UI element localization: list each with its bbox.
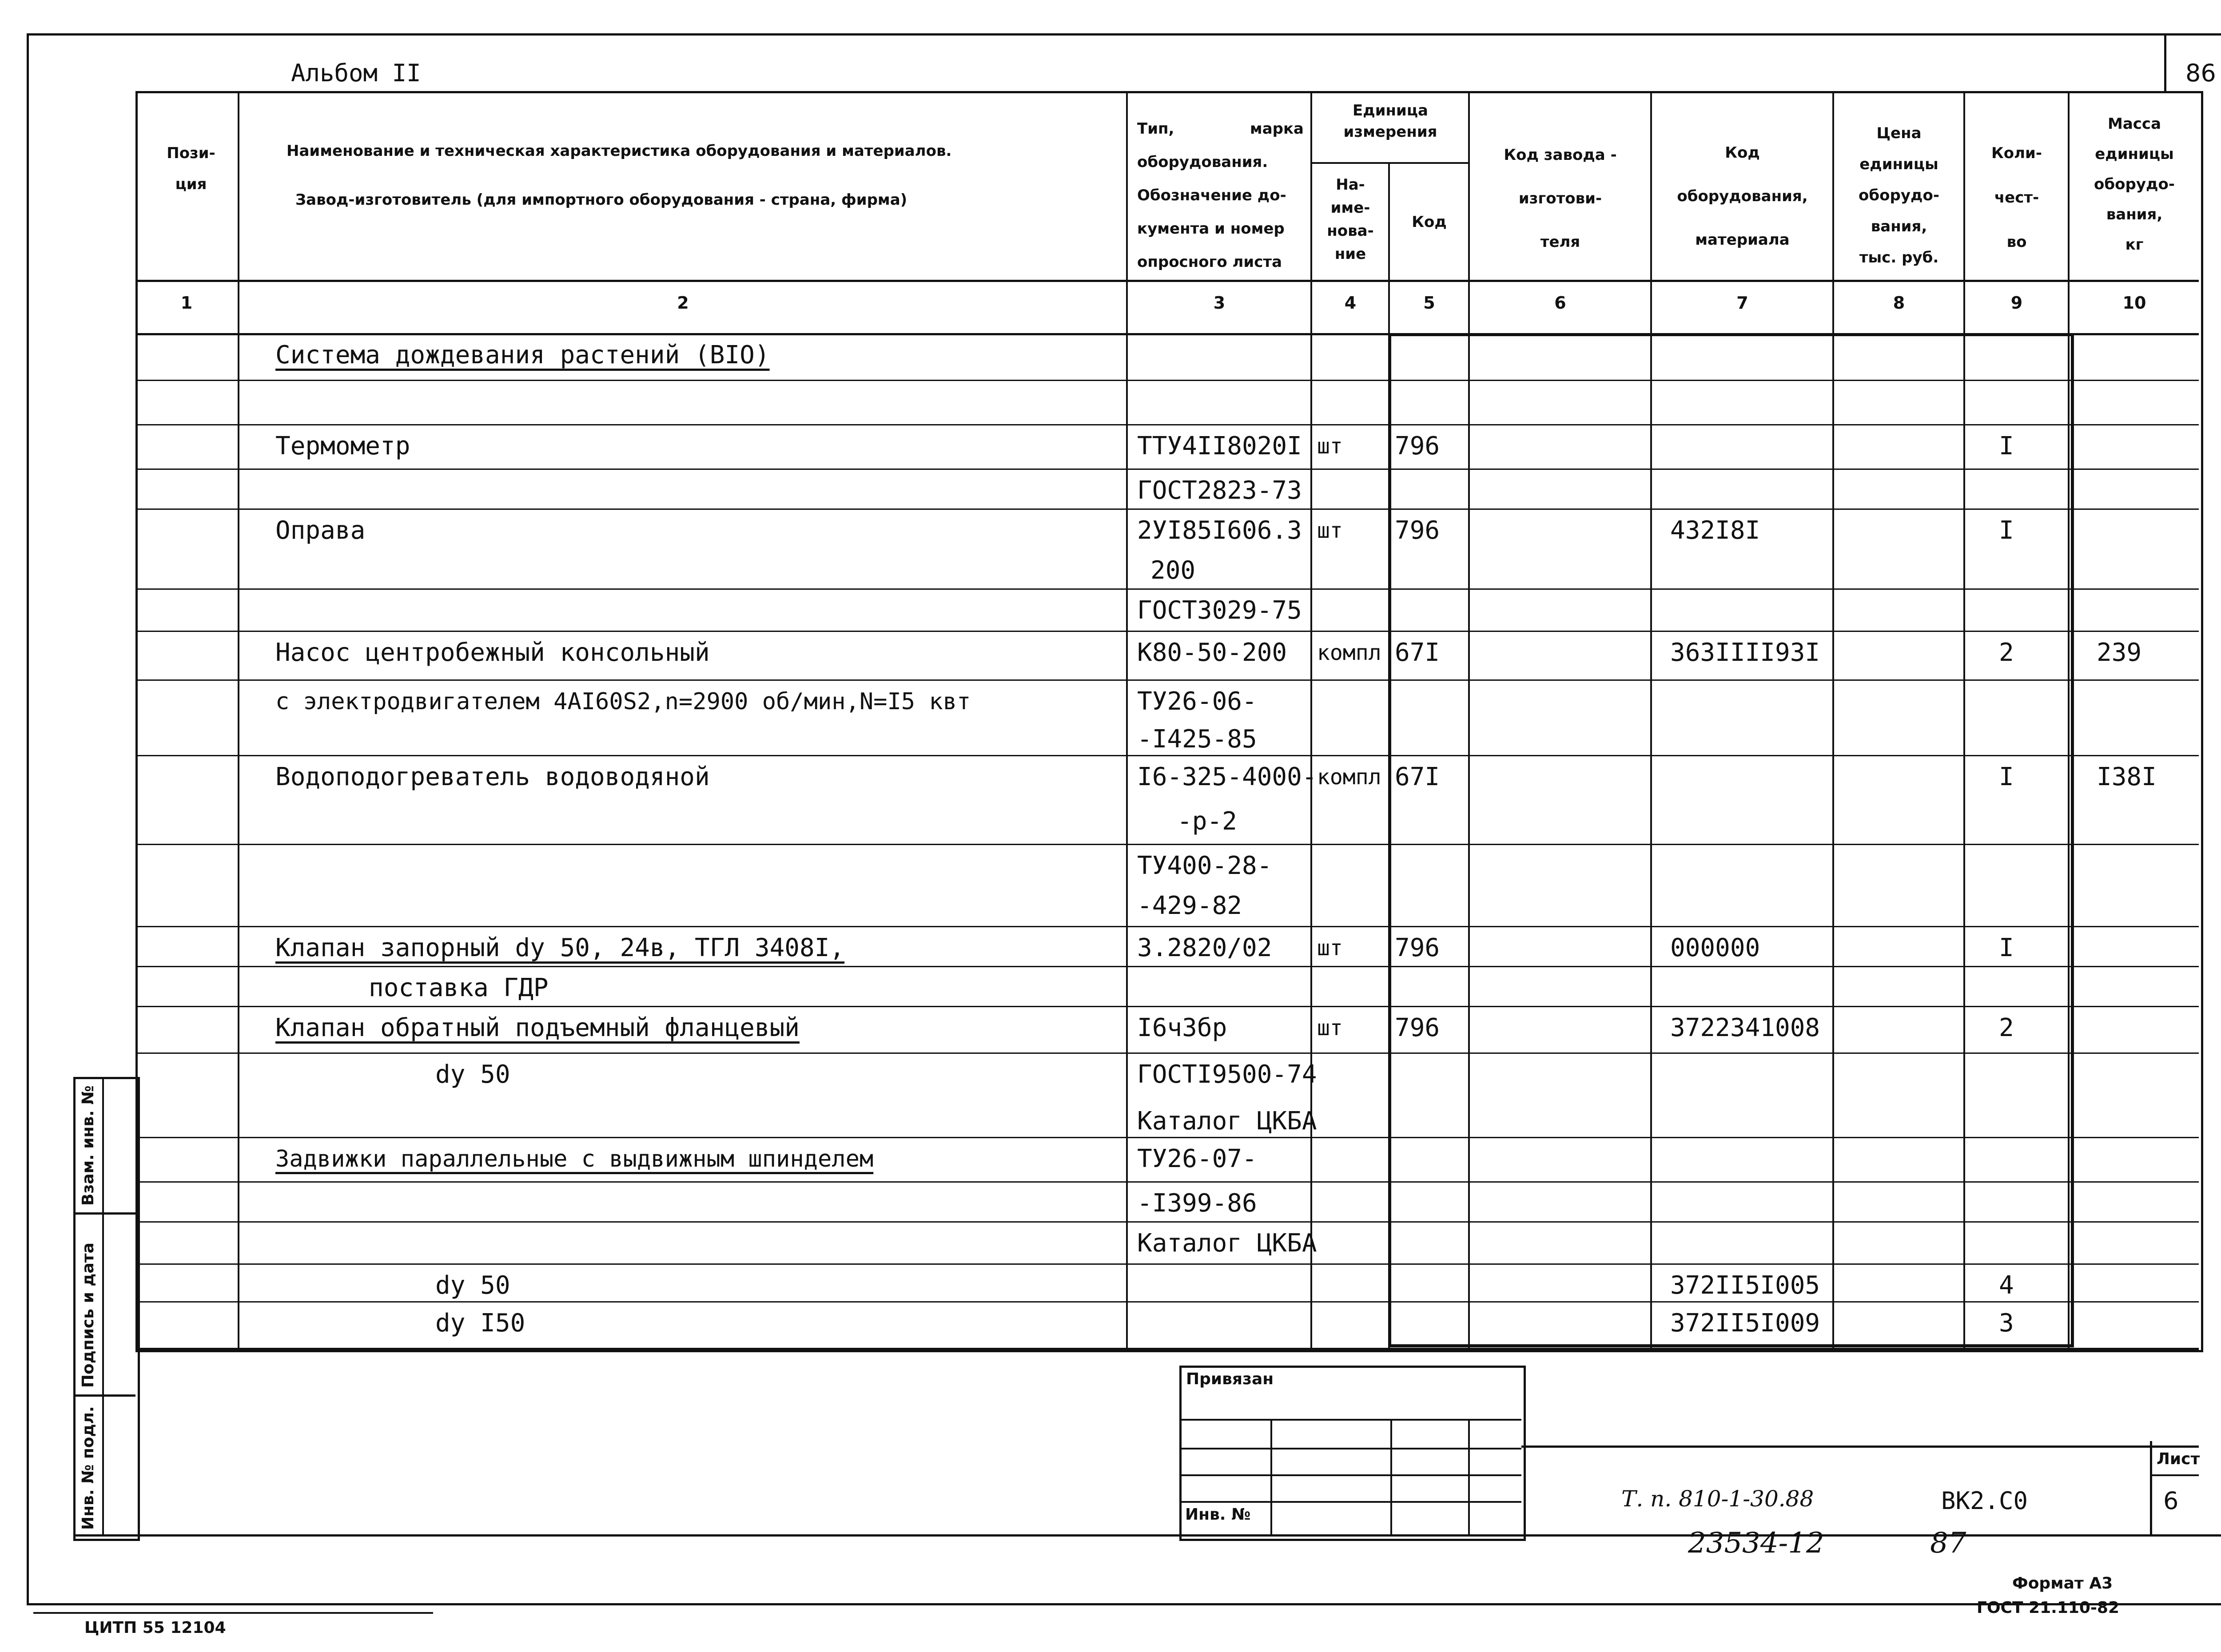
cell-type: Каталог ЦКБА [1137, 1229, 1317, 1258]
cell-code: 796 [1395, 516, 1440, 545]
header-type-2: оборудования. [1137, 153, 1268, 171]
col-number-6: 6 [1554, 293, 1566, 313]
row-separator [135, 1006, 2199, 1007]
attached-sep1 [1179, 1419, 1521, 1421]
cell-equipment-code: 363IIII93I [1670, 638, 1820, 667]
title-block-top [1521, 1446, 2199, 1448]
cell-type: I6ч3бр [1137, 1013, 1227, 1042]
header-equipment-code: Код оборудования, материала [1677, 144, 1808, 249]
cell-name: Клапан запорный dу 50, 24в, ТГЛ 3408I, [275, 933, 845, 962]
row-separator [135, 380, 2199, 381]
title-block-sheet-col [2150, 1441, 2152, 1537]
sheet-label: Лист [2157, 1450, 2200, 1468]
cell-quantity: I [1999, 933, 2014, 962]
cell-type: К80-50-200 [1137, 638, 1287, 667]
side-stamp-sep1 [73, 1212, 135, 1215]
row-separator [135, 966, 2199, 967]
cell-mass: I38I [2097, 762, 2157, 791]
attached-sep2 [1179, 1448, 1521, 1449]
row-separator [135, 679, 2199, 681]
header-type-5: опросного листа [1137, 253, 1282, 271]
cell-code: 67I [1395, 638, 1440, 667]
sheet-bottom-line [73, 1534, 2221, 1537]
row-separator [135, 508, 2199, 510]
row-separator [135, 1263, 2199, 1265]
cell-code: 796 [1395, 933, 1440, 962]
cell-type: -р-2 [1177, 807, 1237, 836]
col-line-2 [1126, 91, 1128, 1350]
cell-type: 2УI85I606.3 [1137, 516, 1302, 545]
row-separator [135, 424, 2199, 425]
cell-unit: шт [1317, 434, 1343, 459]
col-number-3: 3 [1213, 293, 1226, 313]
attached-col3 [1468, 1419, 1470, 1534]
header-quantity: Коли- чест- во [1991, 144, 2042, 251]
cell-name: Система дождевания растений (BIO) [275, 341, 770, 369]
header-type-3: Обозначение до- [1137, 187, 1286, 204]
project-number: Т. п. 810-1-30.88 [1621, 1486, 1814, 1512]
cell-unit: компл [1317, 765, 1381, 790]
row-separator [135, 631, 2199, 632]
table-bottom-line [135, 1348, 2199, 1350]
col-number-10: 10 [2122, 293, 2146, 313]
cell-type: -I399-86 [1137, 1189, 1257, 1218]
row-separator [135, 755, 2199, 756]
attached-col2 [1390, 1419, 1392, 1534]
format-label: Формат А3 [2012, 1574, 2113, 1592]
cell-name: Задвижки параллельные с выдвижным шпинделем [275, 1146, 874, 1172]
cell-type: 200 [1150, 556, 1196, 585]
col-number-1: 1 [180, 293, 193, 313]
header-unit-group: Единица измерения [1343, 102, 1437, 141]
cell-mass: 239 [2097, 638, 2142, 667]
cell-quantity: I [1999, 762, 2014, 791]
inv-no-label: Инв. № [1185, 1505, 1251, 1524]
col-line-3 [1310, 91, 1312, 1350]
cell-name: Клапан обратный подъемный фланцевый [275, 1013, 800, 1042]
row-separator [135, 469, 2199, 470]
cell-name: Насос центробежный консольный [275, 638, 710, 667]
cell-name: поставка ГДР [369, 973, 549, 1002]
col-number-7: 7 [1736, 293, 1748, 313]
col-line-1 [238, 91, 239, 1350]
col-number-9: 9 [2010, 293, 2023, 313]
attached-label: Привязан [1186, 1370, 1274, 1388]
cell-equipment-code: 372II5I009 [1670, 1309, 1820, 1338]
col-number-4: 4 [1344, 293, 1357, 313]
header-unit-code: Код [1412, 213, 1447, 231]
cell-code: 796 [1395, 432, 1440, 461]
cell-unit: компл [1317, 640, 1381, 665]
cell-name: dу I50 [435, 1309, 525, 1338]
cell-type: ГОСТ3029-75 [1137, 596, 1302, 625]
side-stamp-sep2 [73, 1394, 135, 1397]
cell-unit: шт [1317, 1016, 1343, 1040]
cell-unit: шт [1317, 936, 1343, 961]
cell-type: -429-82 [1137, 891, 1242, 920]
cell-quantity: 2 [1999, 638, 2014, 667]
cell-quantity: I [1999, 432, 2014, 461]
cell-equipment-code: 432I8I [1670, 516, 1760, 545]
row-separator [135, 926, 2199, 927]
handwritten-page: 87 [1930, 1527, 1966, 1560]
side-stamp-inner [102, 1077, 104, 1537]
cell-type: I6-325-4000- [1137, 762, 1317, 791]
cell-type: Каталог ЦКБА [1137, 1107, 1317, 1136]
cell-name: Термометр [275, 432, 410, 461]
header-position: Пози- ция [167, 144, 215, 193]
printer-line [33, 1612, 433, 1614]
header-name-line2: Завод-изготовитель (для импортного оборудования - страна, фирма) [295, 191, 908, 209]
header-price: Цена единицы оборудо- вания, тыс. руб. [1859, 124, 1939, 266]
cell-quantity: 3 [1999, 1309, 2014, 1338]
stamp-signature-date: Подпись и дата [79, 1243, 97, 1388]
data-box [1388, 333, 2074, 1347]
row-separator [135, 1052, 2199, 1054]
cell-type: ТУ400-28- [1137, 851, 1272, 880]
row-separator [135, 1221, 2199, 1223]
header-mass: Масса единицы оборудо- вания, кг [2094, 115, 2175, 254]
cell-code: 796 [1395, 1013, 1440, 1042]
printer-label: ЦИТП 55 12104 [84, 1619, 226, 1637]
cell-name: dу 50 [435, 1060, 510, 1089]
header-plant-code: Код завода - изготови- теля [1504, 146, 1617, 251]
sheet-number: 6 [2163, 1487, 2179, 1515]
col-number-5: 5 [1423, 293, 1435, 313]
document-code: ВК2.С0 [1941, 1487, 2028, 1515]
row-separator [135, 1137, 2199, 1138]
stamp-replace-inv: Взам. инв. № [79, 1085, 97, 1206]
cell-quantity: 2 [1999, 1013, 2014, 1042]
cell-equipment-code: 3722341008 [1670, 1013, 1820, 1042]
cell-type: ТТУ4II8020I [1137, 432, 1302, 461]
header-name-line1: Наименование и техническая характеристика оборудования и материалов. [287, 142, 952, 160]
cell-type: ГОСТ2823-73 [1137, 476, 1302, 505]
attached-sep4 [1179, 1501, 1521, 1503]
row-separator [135, 844, 2199, 845]
cell-type: 3.2820/02 [1137, 933, 1272, 962]
header-type-4: кумента и номер [1137, 220, 1285, 238]
cell-type: ТУ26-06- [1137, 687, 1257, 716]
col-number-8: 8 [1893, 293, 1905, 313]
cell-type: ГОСТI9500-74 [1137, 1060, 1317, 1089]
title-block-sheet-sep [2150, 1474, 2199, 1476]
cell-type: -I425-85 [1137, 725, 1257, 754]
cell-name: с электродвигателем 4AI60S2,n=2900 об/мин,N=I5 квт [275, 688, 971, 715]
cell-equipment-code: 372II5I005 [1670, 1271, 1820, 1300]
page-number-divider [2164, 33, 2166, 93]
cell-code: 67I [1395, 762, 1440, 791]
page-number: 86 [2185, 59, 2216, 87]
row-separator [135, 1181, 2199, 1183]
attached-col1 [1270, 1419, 1272, 1534]
handwritten-number: 23534-12 [1688, 1527, 1824, 1560]
col-number-2: 2 [677, 293, 689, 313]
header-unit-name: На- име- нова- ние [1327, 176, 1374, 263]
cell-name: Водоподогреватель водоводяной [275, 762, 710, 791]
gost-label: ГОСТ 21.110-82 [1977, 1599, 2120, 1617]
cell-equipment-code: 000000 [1670, 933, 1760, 962]
cell-name: Оправа [275, 516, 366, 545]
album-label: Альбом II [291, 59, 421, 87]
attached-sep3 [1179, 1474, 1521, 1476]
stamp-inv-original: Инв. № подл. [79, 1406, 97, 1530]
cell-quantity: I [1999, 516, 2014, 545]
cell-name: dу 50 [435, 1271, 510, 1300]
cell-quantity: 4 [1999, 1271, 2014, 1300]
cell-unit: шт [1317, 518, 1343, 543]
row-separator [135, 588, 2199, 590]
row-separator [135, 1301, 2199, 1303]
cell-type: ТУ26-07- [1137, 1144, 1257, 1173]
header-type-1: Тип, марка [1137, 120, 1304, 138]
header-bottom-line [135, 280, 2199, 282]
